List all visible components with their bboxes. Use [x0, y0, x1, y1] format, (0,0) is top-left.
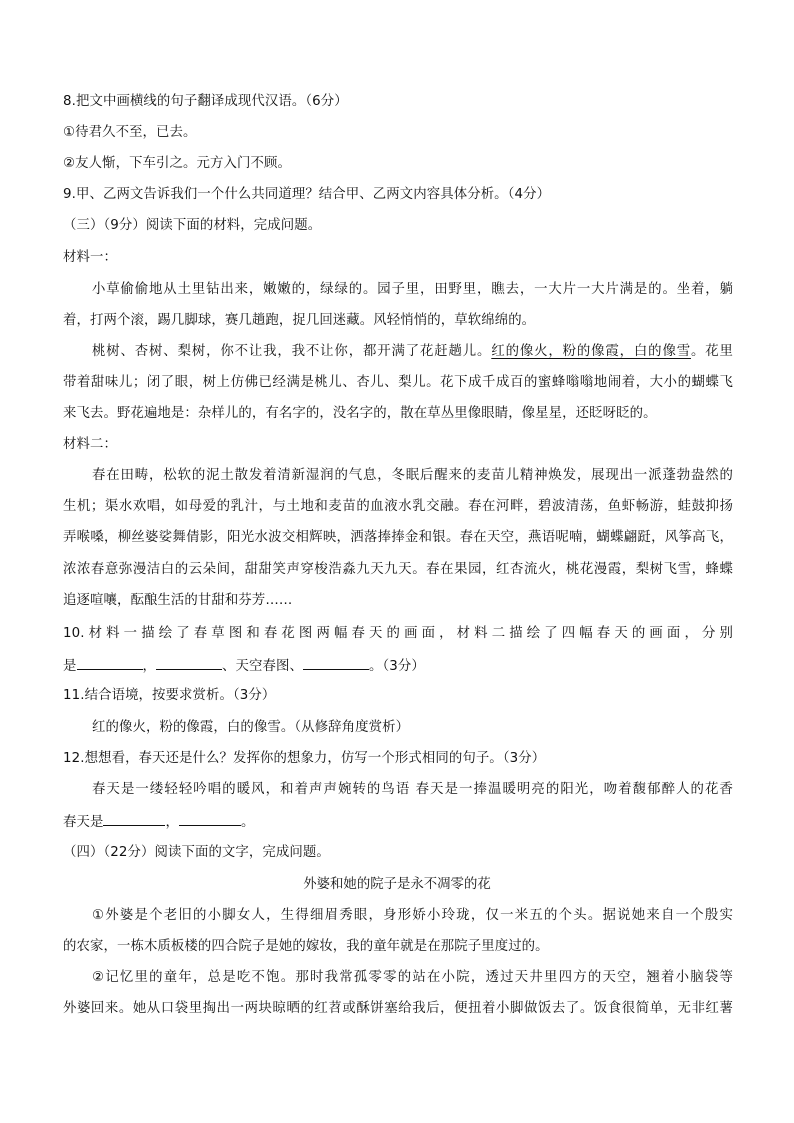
q11-item: 红的像火，粉的像霞，白的像雪。（从修辞角度赏析）	[92, 720, 410, 735]
underlined-sentence: 红的像火，粉的像霞，白的像雪	[491, 344, 691, 359]
material1-para2-text-b: 。花里	[690, 344, 733, 359]
q12-text-a: 春天是	[63, 815, 104, 830]
q8-stem: 8.把文中画横线的句子翻译成现代汉语。（6分）	[63, 94, 348, 109]
material2-line4: 浓浓春意弥漫洁白的云朵间，甜甜笑声穿梭浩淼九天九天。春在果园，红杏流火，桃花漫霞，梨树飞雪，蜂蝶	[63, 562, 733, 577]
material2-line5: 追逐喧嚷，酝酿生活的甘甜和芬芳……	[63, 593, 293, 608]
answer-blank-4[interactable]	[103, 811, 165, 826]
material1-para2-line2: 带着甜味儿；闭了眼，树上仿佛已经满是桃儿、杏儿、梨儿。花下成千成百的蜜蜂嗡嗡地闹着，大小的蝴蝶飞	[63, 375, 733, 390]
q10-text-b: 、天空春图、	[222, 659, 303, 674]
material1-para2-text-a: 桃树、杏树、梨树，你不让我，我不让你，都开满了花赶趟儿。	[92, 344, 492, 359]
answer-blank-3[interactable]	[303, 655, 369, 670]
article-para2-line2: 外婆回来。她从口袋里掏出一两块晾晒的红苕或酥饼塞给我后，便扭着小脚做饭去了。饭食很简单，无非红薯	[63, 1001, 733, 1016]
article-title: 外婆和她的院子是永不凋零的花	[303, 877, 491, 892]
q11-stem: 11.结合语境，按要求赏析。（3分）	[63, 688, 276, 703]
article-para2-line1: ②记忆里的童年，总是吃不饱。那时我常孤零零的站在小院，透过天井里四方的天空，翘着小脑袋等	[92, 970, 733, 985]
q12-text-b: 。	[240, 815, 255, 830]
material1-para2-line3: 来飞去。野花遍地是：杂样儿的，有名字的，没名字的，散在草丛里像眼睛，像星星，还眨呀眨的。	[63, 406, 657, 421]
q10-sep: ，	[142, 659, 156, 674]
material1-para1-line2: 着，打两个滚，踢几脚球，赛几趟跑，捉几回迷藏。风轻悄悄的，草软绵绵的。	[63, 313, 536, 328]
answer-blank-5[interactable]	[179, 811, 241, 826]
material2-label: 材料二：	[63, 437, 117, 452]
q10-line1: 10.材料一描绘了春草图和春花图两幅春天的画面，材料二描绘了四幅春天的画面，分别	[63, 626, 733, 641]
material1-para2-line1	[92, 342, 733, 362]
material1-label: 材料一：	[63, 250, 117, 265]
material1-para1-line1: 小草偷偷地从土里钻出来，嫩嫩的，绿绿的。园子里，田野里，瞧去，一大片一大片满是的。坐着，躺	[92, 282, 733, 297]
answer-blank-2[interactable]	[156, 655, 222, 670]
q12-sep: ，	[165, 815, 179, 830]
q8-item-1: ①待君久不至，已去。	[63, 125, 197, 140]
q10-text-c: 。（3分）	[368, 659, 425, 674]
article-para1-line1: ①外婆是个老旧的小脚女人，生得细眉秀眼，身形娇小玲珑，仅一米五的个头。据说她来自一个殷实	[92, 908, 733, 923]
answer-blank-1[interactable]	[77, 655, 143, 670]
article-para1-line2: 的农家，一栋木质板楼的四合院子是她的嫁妆，我的童年就是在那院子里度过的。	[63, 939, 549, 954]
material2-line1: 春在田畴，松软的泥土散发着清新湿润的气息，冬眠后醒来的麦苗儿精神焕发，展现出一派蓬勃盎然的	[92, 468, 733, 483]
q10-line2	[63, 655, 425, 677]
q12-example: 春天是一缕轻轻吟唱的暖风，和着声声婉转的鸟语 春天是一捧温暖明亮的阳光，吻着馥郁醉人的花香	[92, 782, 733, 797]
q12-stem: 12.想想看，春天还是什么？发挥你的想象力，仿写一个形式相同的句子。（3分）	[63, 751, 546, 766]
section3-heading: （三）（9分）阅读下面的材料，完成问题。	[63, 218, 322, 233]
q10-text-a: 是	[63, 659, 77, 674]
q9-stem: 9.甲、乙两文告诉我们一个什么共同道理？结合甲、乙两文内容具体分析。（4分）	[63, 187, 551, 202]
material2-line2: 生机；渠水欢唱，如母爱的乳汁，与土地和麦苗的血液水乳交融。春在河畔，碧波清荡，鱼虾畅游，蛙鼓抑扬	[63, 499, 733, 514]
material2-line3: 弄喉嗓，柳丝婆娑舞倩影，阳光水波交相辉映，洒落捧捧金和银。春在天空，燕语呢喃，蝴蝶翩跹，风筝高飞，	[63, 530, 733, 545]
q8-item-2: ②友人惭，下车引之。元方入门不顾。	[63, 156, 291, 171]
section4-heading: （四）（22分）阅读下面的文字，完成问题。	[63, 845, 330, 860]
q12-answer-line	[63, 811, 254, 833]
